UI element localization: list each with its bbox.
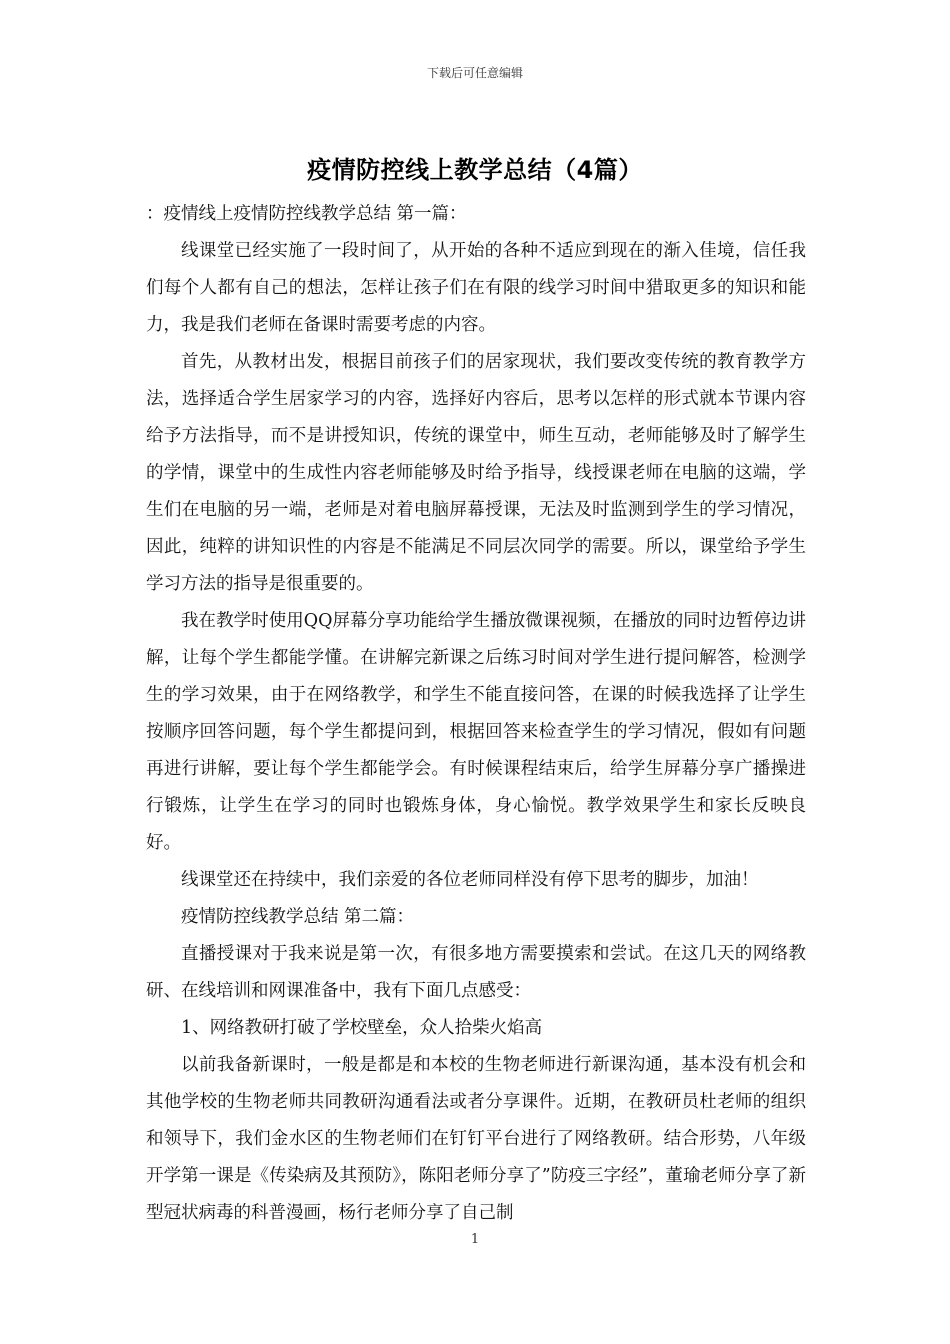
section-heading: 疫情防控线教学总结 第二篇： <box>181 907 415 927</box>
header-note: 下载后可任意编辑 <box>426 66 523 80</box>
document-body <box>146 196 806 1232</box>
paragraph: 首先，从教材出发，根据目前孩子们的居家现状，我们要改变传统的教育教学方法，选择适合学生居家学习的内容，选择好内容后，思考以怎样的形式就本节课内容给予方法指导，而不是讲授知识，传统的课堂中，师生互动，老师能够及时了解学生的学情，课堂中的生成性内容老师能够及时给予指导，线授课老师在电脑的这端，学生们在电脑的另一端，老师是对着电脑屏幕授课，无法及时监测到学生的学习情况，因此，纯粹的讲知识性的内容是不能满足不同层次同学的需要。所以，课堂给予学生学习方法的指导是很重要的。 <box>146 352 806 594</box>
paragraph: 线课堂已经实施了一段时间了，从开始的各种不适应到现在的渐入佳境，信任我们每个人都有自己的想法，怎样让孩子们在有限的线学习时间中猎取更多的知识和能力，我是我们老师在备课时需要考虑的内容。 <box>146 241 806 335</box>
paragraph: 线课堂还在持续中，我们亲爱的各位老师同样没有停下思考的脚步，加油！ <box>181 870 759 890</box>
paragraph: 直播授课对于我来说是第一次，有很多地方需要摸索和尝试。在这几天的网络教研、在线培训和网课准备中，我有下面几点感受： <box>146 944 806 1001</box>
document-title: 疫情防控线上教学总结（4篇） <box>307 156 643 184</box>
paragraph: 我在教学时使用QQ屏幕分享功能给学生播放微课视频，在播放的同时边暂停边讲解，让每个学生都能学懂。在讲解完新课之后练习时间对学生进行提问解答，检测学生的学习效果，由于在网络教学，和学生不能直接问答，在课的时候我选择了让学生按顺序回答问题，每个学生都提问到，根据回答来检查学生的学习情况，假如有问题再进行讲解，要让每个学生都能学会。有时候课程结束后，给学生屏幕分享广播操进行锻炼，让学生在学习的同时也锻炼身体，身心愉悦。教学效果学生和家长反映良好。 <box>146 611 806 853</box>
paragraph: 以前我备新课时，一般是都是和本校的生物老师进行新课沟通，基本没有机会和其他学校的生物老师共同教研沟通看法或者分享课件。近期，在教研员杜老师的组织和领导下，我们金水区的生物老师们在钉钉平台进行了网络教研。结合形势，八年级开学第一课是《传染病及其预防》，陈阳老师分享了”防疫三字经”，董瑜老师分享了新型冠状病毒的科普漫画，杨行老师分享了自己制 <box>146 1055 806 1223</box>
section-heading: ：疫情线上疫情防控线教学总结 第一篇： <box>146 204 467 224</box>
page-number: 1 <box>470 1232 480 1247</box>
list-item: 1、网络教研打破了学校壁垒，众人拾柴火焰高 <box>181 1018 543 1038</box>
